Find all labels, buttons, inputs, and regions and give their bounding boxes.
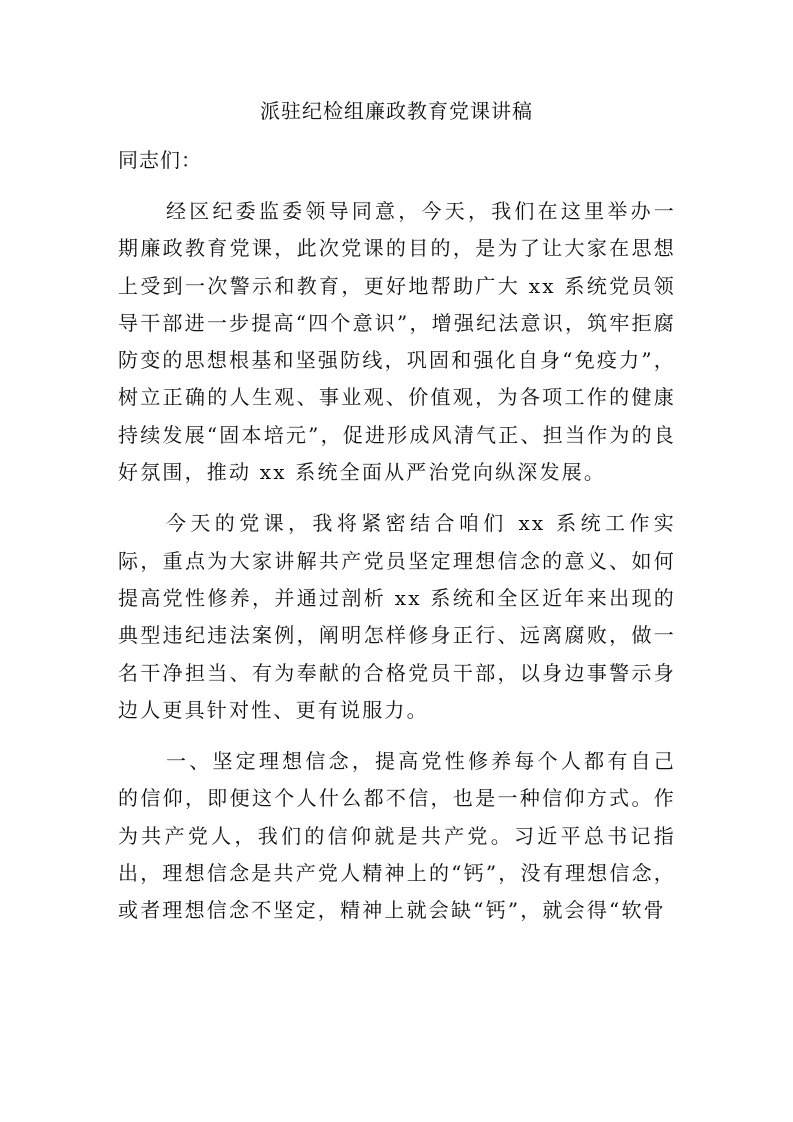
document-title: 派驻纪检组廉政教育党课讲稿 [260,99,533,123]
salutation: 同志们： [118,148,202,172]
paragraph-2: 今天的党课，我将紧密结合咱们 xx 系统工作实际，重点为大家讲解共产党员坚定理想信念的意义、如何提高党性修养，并通过剖析 xx 系统和全区近年来出现的典型违纪违法案例，阐明怎样修身正行、远离腐败，做一名干净担当、有为奉献的合格党员干部，以身边事警示身边人更具针对性、更有说服力。 [118,511,676,722]
paragraph-3: 一、坚定理想信念，提高党性修养每个人都有自己的信仰，即便这个人什么都不信，也是一种信仰方式。作为共产党人，我们的信仰就是共产党。习近平总书记指出，理想信念是共产党人精神上的“钙”，没有理想信念，或者理想信念不坚定，精神上就会缺“钙”，就会得“软骨 [118,749,676,923]
document-body [118,142,676,930]
paragraph-1: 经区纪委监委领导同意，今天，我们在这里举办一期廉政教育党课，此次党课的目的，是为了让大家在思想上受到一次警示和教育，更好地帮助广大 xx 系统党员领导干部进一步提高“四个意识”，增强纪法意识，筑牢拒腐防变的思想根基和坚强防线，巩固和强化自身“免疫力”，树立正确的人生观、事业观、价值观，为各项工作的健康持续发展“固本培元”，促进形成风清气正、担当作为的良好氛围，推动 xx 系统全面从严治党向纵深发展。 [118,199,676,485]
